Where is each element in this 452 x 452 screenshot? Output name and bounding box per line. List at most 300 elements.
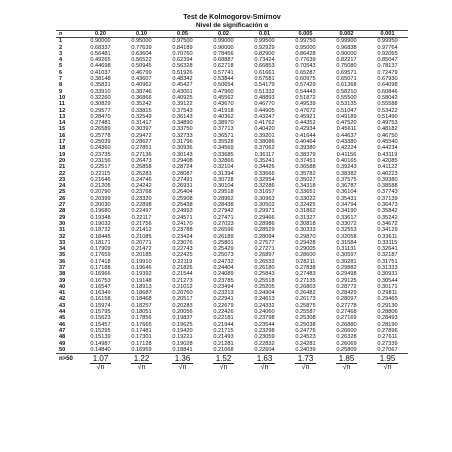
critical-value-cell: 0.43670 <box>213 101 234 108</box>
critical-value-cell: 0.42934 <box>295 126 316 133</box>
asymptotic-row <box>56 355 408 374</box>
critical-value-cell: 0.99950 <box>377 38 398 45</box>
critical-value-cell: 0.27838 <box>295 264 316 271</box>
critical-value-cell: 0.53135 <box>336 101 357 108</box>
table-row <box>56 126 408 132</box>
critical-value-cell: 0.19148 <box>131 277 152 284</box>
critical-value-cell: 0.23059 <box>254 334 275 341</box>
critical-value-cell: 0.72479 <box>377 69 398 76</box>
critical-value-cell: 0.43607 <box>131 76 152 83</box>
critical-value-cell: 0.22743 <box>172 246 193 253</box>
critical-value-cell: 0.41122 <box>377 164 398 171</box>
critical-value-cell: 0.23788 <box>172 227 193 234</box>
critical-value-cell: 0.22117 <box>131 214 152 221</box>
critical-value-cell: 0.33685 <box>213 151 234 158</box>
critical-value-cell: 0.55588 <box>377 101 398 108</box>
header-alpha: 0.10 <box>121 31 162 38</box>
critical-value-cell: 0.39380 <box>295 145 316 152</box>
critical-value-cell: 0.32260 <box>90 94 111 101</box>
critical-value-cell: 0.19420 <box>172 327 193 334</box>
asymptotic-cell <box>80 355 121 374</box>
critical-value-cell: 0.28627 <box>131 139 152 146</box>
table-row <box>56 315 408 321</box>
critical-value-cell: 0.34190 <box>336 208 357 215</box>
critical-value-cell: 0.75080 <box>336 63 357 70</box>
critical-value-cell: 0.28986 <box>254 220 275 227</box>
critical-value-cell: 0.19837 <box>172 315 193 322</box>
critical-value-cell: 0.78456 <box>213 50 234 57</box>
critical-value-cell: 0.70543 <box>295 63 316 70</box>
critical-value-cell: 0.57741 <box>213 69 234 76</box>
critical-value-cell: 0.25801 <box>213 239 234 246</box>
critical-value-cell: 0.21756 <box>131 220 152 227</box>
critical-value-cell: 0.23076 <box>172 239 193 246</box>
critical-value-cell: 0.15139 <box>90 334 111 341</box>
asymptotic-cell <box>244 355 285 374</box>
row-n-cell: 42 <box>59 296 66 303</box>
row-n-cell: 10 <box>59 94 66 101</box>
critical-value-cell: 0.22604 <box>254 346 275 353</box>
asymptotic-cell <box>285 355 326 374</box>
critical-value-cell: 0.27471 <box>213 214 234 221</box>
table-row <box>56 164 408 170</box>
critical-value-cell: 0.23798 <box>254 315 275 322</box>
critical-value-cell: 0.26069 <box>336 340 357 347</box>
row-n-cell: 30 <box>59 220 66 227</box>
critical-value-cell: 0.35242 <box>131 101 152 108</box>
critical-value-cell: 0.25438 <box>172 202 193 209</box>
header-alpha: 0.05 <box>162 31 203 38</box>
critical-value-cell: 0.29466 <box>254 214 275 221</box>
critical-value-cell: 0.24332 <box>254 302 275 309</box>
critical-value-cell: 0.20185 <box>131 252 152 259</box>
critical-value-cell: 0.32549 <box>131 113 152 120</box>
critical-value-cell: 0.33910 <box>90 88 111 95</box>
critical-value-cell: 0.54443 <box>295 88 316 95</box>
row-n-cell: 40 <box>59 283 66 290</box>
critical-value-cell: 0.28087 <box>172 170 193 177</box>
critical-value-cell: 0.44637 <box>336 132 357 139</box>
critical-value-cell: 0.25809 <box>336 346 357 353</box>
critical-value-cell: 0.26880 <box>336 321 357 328</box>
critical-value-cell: 0.26600 <box>336 327 357 334</box>
critical-value-cell: 0.99500 <box>254 38 275 45</box>
critical-value-cell: 0.28211 <box>295 258 316 265</box>
critical-value-cell: 0.23494 <box>213 283 234 290</box>
critical-value-cell: 0.26173 <box>295 296 316 303</box>
critical-value-cell: 0.31796 <box>172 139 193 146</box>
critical-value-cell: 0.22517 <box>90 164 111 171</box>
critical-value-cell: 0.40420 <box>254 126 275 133</box>
critical-value-cell: 0.21715 <box>213 327 234 334</box>
critical-value-cell: 0.96838 <box>336 44 357 51</box>
critical-value-cell: 0.14840 <box>90 346 111 353</box>
row-n-cell: 41 <box>59 290 66 297</box>
critical-value-cell: 0.29130 <box>377 302 398 309</box>
critical-value-cell: 0.57429 <box>295 82 316 89</box>
critical-value-cell: 0.45611 <box>336 126 357 133</box>
row-n-cell: 13 <box>59 113 66 120</box>
critical-value-cell: 0.24089 <box>213 271 234 278</box>
critical-value-cell: 0.51490 <box>377 113 398 120</box>
critical-value-cell: 0.25908 <box>172 195 193 202</box>
critical-value-cell: 0.28470 <box>90 113 111 120</box>
critical-value-cell: 0.25429 <box>213 246 234 253</box>
critical-value-cell: 0.95000 <box>295 44 316 51</box>
critical-value-cell: 0.68337 <box>90 44 111 51</box>
critical-value-cell: 0.17481 <box>131 327 152 334</box>
critical-value-cell: 0.28097 <box>336 296 357 303</box>
critical-value-cell: 0.36117 <box>254 151 275 158</box>
row-n-cell: 38 <box>59 271 66 278</box>
table-row <box>56 334 408 340</box>
critical-value-cell: 0.37575 <box>336 176 357 183</box>
critical-value-cell: 0.20056 <box>172 309 193 316</box>
critical-value-cell: 0.19392 <box>131 271 152 278</box>
critical-value-cell: 0.29971 <box>254 208 275 215</box>
critical-value-cell: 0.24060 <box>254 309 275 316</box>
critical-value-cell: 0.67930 <box>377 76 398 83</box>
critical-value-cell: 0.19348 <box>90 214 111 221</box>
asymptotic-numerator: 1.85 <box>336 355 358 364</box>
table-row <box>56 296 408 302</box>
asymptotic-denominator: √n <box>301 364 310 372</box>
critical-value-cell: 0.36787 <box>336 183 357 190</box>
header-alpha: 0.005 <box>285 31 326 38</box>
critical-value-cell: 0.51047 <box>336 107 357 114</box>
critical-value-cell: 0.86428 <box>295 50 316 57</box>
critical-value-cell: 0.24523 <box>295 334 316 341</box>
critical-value-cell: 0.25843 <box>254 271 275 278</box>
table-subtitle: Nivel de significación α <box>195 22 269 29</box>
critical-value-cell: 0.18913 <box>131 283 152 290</box>
critical-value-cell: 0.40925 <box>172 94 193 101</box>
critical-value-cell: 0.27136 <box>131 151 152 158</box>
critical-value-cell: 0.30502 <box>254 202 275 209</box>
critical-value-cell: 0.26473 <box>131 157 152 164</box>
table-row <box>56 152 408 158</box>
critical-value-cell: 0.45921 <box>295 113 316 120</box>
critical-value-cell: 0.24904 <box>254 290 275 297</box>
header-n: n <box>56 31 80 38</box>
critical-value-cell: 0.19646 <box>131 264 152 271</box>
critical-value-cell: 0.26596 <box>213 227 234 234</box>
critical-value-cell: 0.39380 <box>377 176 398 183</box>
table-row <box>56 278 408 284</box>
table-row <box>56 252 408 258</box>
critical-value-cell: 0.24732 <box>213 258 234 265</box>
critical-value-cell: 0.15295 <box>90 327 111 334</box>
critical-value-cell: 0.25073 <box>213 252 234 259</box>
critical-value-cell: 0.24170 <box>172 220 193 227</box>
critical-value-cell: 0.23785 <box>213 277 234 284</box>
asymptotic-numerator: 1.07 <box>90 355 112 364</box>
critical-value-cell: 0.16753 <box>90 277 111 284</box>
asymptotic-numerator: 1.73 <box>295 355 317 364</box>
critical-value-cell: 0.48893 <box>254 94 275 101</box>
critical-value-cell: 0.34426 <box>254 164 275 171</box>
critical-value-cell: 0.30104 <box>213 183 234 190</box>
row-n-cell: 23 <box>59 176 66 183</box>
critical-value-cell: 0.36588 <box>295 164 316 171</box>
row-n-cell: 39 <box>59 277 66 284</box>
critical-value-cell: 0.27896 <box>377 327 398 334</box>
critical-value-cell: 0.17188 <box>90 264 111 271</box>
critical-value-cell: 0.39201 <box>254 132 275 139</box>
critical-value-cell: 0.85047 <box>377 57 398 64</box>
critical-value-cell: 0.21412 <box>131 227 152 234</box>
critical-value-cell: 0.51872 <box>295 94 316 101</box>
critical-value-cell: 0.37451 <box>295 157 316 164</box>
asymptotic-denominator: √n <box>219 364 228 372</box>
critical-value-cell: 0.99000 <box>213 38 234 45</box>
row-n-cell: 27 <box>59 202 66 209</box>
critical-value-cell: 0.22679 <box>213 302 234 309</box>
row-n-cell: 2 <box>59 44 63 51</box>
critical-value-cell: 0.34318 <box>295 183 316 190</box>
critical-value-cell: 0.34672 <box>377 220 398 227</box>
critical-value-cell: 0.66853 <box>254 63 275 70</box>
critical-value-cell: 0.38746 <box>131 88 152 95</box>
critical-value-cell: 0.20790 <box>90 189 111 196</box>
critical-value-cell: 0.38086 <box>254 139 275 146</box>
row-n-cell: 26 <box>59 195 66 202</box>
critical-value-cell: 0.18841 <box>172 346 193 353</box>
critical-value-cell: 0.20030 <box>90 202 111 209</box>
row-n-cell: 31 <box>59 227 66 234</box>
row-n-cell: 20 <box>59 157 66 164</box>
critical-value-cell: 0.49539 <box>295 101 316 108</box>
table-row <box>56 63 408 69</box>
critical-value-cell: 0.27577 <box>254 239 275 246</box>
critical-value-cell: 0.22181 <box>213 315 234 322</box>
critical-value-cell: 0.28962 <box>213 195 234 202</box>
critical-value-cell: 0.29408 <box>172 157 193 164</box>
critical-value-cell: 0.24281 <box>295 340 316 347</box>
critical-value-cell: 0.25778 <box>90 132 111 139</box>
critical-value-cell: 0.46799 <box>131 69 152 76</box>
critical-value-cell: 0.38148 <box>90 76 111 83</box>
critical-value-cell: 0.15795 <box>90 309 111 316</box>
critical-value-cell: 0.32104 <box>213 164 234 171</box>
asymptotic-fraction <box>377 355 399 372</box>
critical-value-cell: 0.28529 <box>254 227 275 234</box>
critical-value-cell: 0.39243 <box>336 164 357 171</box>
table-row <box>56 171 408 177</box>
critical-value-cell: 0.24360 <box>90 145 111 152</box>
critical-value-cell: 0.39122 <box>172 101 193 108</box>
critical-value-cell: 0.37713 <box>213 126 234 133</box>
critical-value-cell: 0.22898 <box>131 202 152 209</box>
critical-value-cell: 0.28772 <box>336 283 357 290</box>
table-row <box>56 82 408 88</box>
table-row <box>56 227 408 233</box>
critical-value-cell: 0.28094 <box>254 233 275 240</box>
critical-value-cell: 0.30171 <box>377 283 398 290</box>
critical-value-cell: 0.41644 <box>295 132 316 139</box>
asymptotic-numerator: 1.63 <box>254 355 276 364</box>
critical-value-cell: 0.27468 <box>336 309 357 316</box>
critical-value-cell: 0.29811 <box>377 290 398 297</box>
critical-value-cell: 0.32866 <box>213 157 234 164</box>
asymptotic-numerator: 1.36 <box>172 355 194 364</box>
row-n-cell: 21 <box>59 164 66 171</box>
critical-value-cell: 0.56522 <box>131 57 152 64</box>
critical-value-cell: 0.37543 <box>172 107 193 114</box>
critical-value-cell: 0.25518 <box>254 277 275 284</box>
table-row <box>56 38 408 45</box>
critical-value-cell: 0.30963 <box>254 195 275 202</box>
critical-value-cell: 0.41037 <box>90 69 111 76</box>
critical-value-cell: 0.25875 <box>295 302 316 309</box>
asymptotic-denominator: √n <box>383 364 392 372</box>
critical-value-cell: 0.29882 <box>336 264 357 271</box>
critical-value-cell: 0.36473 <box>377 202 398 209</box>
critical-value-cell: 0.30936 <box>172 145 193 152</box>
critical-value-cell: 0.31327 <box>295 214 316 221</box>
critical-value-cell: 0.17659 <box>90 252 111 259</box>
critical-value-cell: 0.19910 <box>131 258 152 265</box>
critical-value-cell: 0.40464 <box>295 139 316 146</box>
critical-value-cell: 0.27851 <box>131 145 152 152</box>
critical-value-cell: 0.37139 <box>377 195 398 202</box>
critical-value-cell: 0.36143 <box>172 113 193 120</box>
asymptotic-numerator: 1.52 <box>213 355 235 364</box>
critical-value-cell: 0.29518 <box>213 189 234 196</box>
critical-value-cell: 0.82217 <box>336 57 357 64</box>
critical-value-cell: 0.44698 <box>90 63 111 70</box>
row-n-cell: 24 <box>59 183 66 190</box>
critical-value-cell: 0.36571 <box>213 132 234 139</box>
critical-value-cell: 0.22426 <box>213 309 234 316</box>
critical-value-cell: 0.17301 <box>131 334 152 341</box>
critical-value-cell: 0.34569 <box>213 145 234 152</box>
critical-value-cell: 0.31584 <box>336 239 357 246</box>
critical-value-cell: 0.26404 <box>172 189 193 196</box>
critical-value-cell: 0.64098 <box>377 82 398 89</box>
row-n-cell: 36 <box>59 258 66 265</box>
critical-value-cell: 0.31417 <box>131 120 152 127</box>
critical-value-cell: 0.92065 <box>377 50 398 57</box>
critical-value-cell: 0.53844 <box>213 76 234 83</box>
critical-value-cell: 0.33666 <box>254 170 275 177</box>
critical-value-cell: 0.97500 <box>172 38 193 45</box>
row-n-cell: 22 <box>59 170 66 177</box>
critical-value-cell: 0.18171 <box>90 239 111 246</box>
critical-value-cell: 0.24746 <box>131 176 152 183</box>
critical-value-cell: 0.82900 <box>254 50 275 57</box>
critical-value-cell: 0.38588 <box>377 183 398 190</box>
asymptotic-denominator: √n <box>96 364 105 372</box>
critical-value-cell: 0.24039 <box>295 346 316 353</box>
critical-value-cell: 0.18445 <box>90 233 111 240</box>
critical-value-cell: 0.31862 <box>295 208 316 215</box>
critical-value-cell: 0.31394 <box>213 170 234 177</box>
critical-value-cell: 0.61368 <box>336 82 357 89</box>
critical-value-cell: 0.32641 <box>377 246 398 253</box>
critical-value-cell: 0.21646 <box>90 176 111 183</box>
critical-value-cell: 0.23424 <box>172 233 193 240</box>
critical-value-cell: 0.57581 <box>254 76 275 83</box>
critical-value-cell: 0.32187 <box>377 252 398 259</box>
critical-value-cell: 0.35241 <box>254 157 275 164</box>
critical-value-cell: 0.46750 <box>377 132 398 139</box>
critical-value-cell: 0.45562 <box>213 94 234 101</box>
critical-value-cell: 0.42224 <box>336 145 357 152</box>
critical-value-cell: 0.20760 <box>172 290 193 297</box>
critical-value-cell: 0.30931 <box>377 271 398 278</box>
critical-value-cell: 0.15623 <box>90 315 111 322</box>
critical-value-cell: 0.30397 <box>131 126 152 133</box>
critical-value-cell: 0.17665 <box>131 321 152 328</box>
critical-value-cell: 0.44352 <box>295 120 316 127</box>
row-n-cell: 33 <box>59 239 66 246</box>
critical-value-cell: 0.44905 <box>254 107 275 114</box>
critical-value-cell: 0.33022 <box>295 195 316 202</box>
critical-value-cell: 0.31333 <box>377 264 398 271</box>
critical-value-cell: 0.17909 <box>90 246 111 253</box>
critical-value-cell: 0.51926 <box>172 69 193 76</box>
row-n-cell: 16 <box>59 132 66 139</box>
critical-value-cell: 0.32733 <box>172 132 193 139</box>
row-n-cell: 37 <box>59 264 66 271</box>
critical-value-cell: 0.22497 <box>131 208 152 215</box>
critical-value-cell: 0.24613 <box>254 296 275 303</box>
critical-value-cell: 0.37743 <box>377 189 398 196</box>
table-row <box>56 101 408 107</box>
critical-value-cell: 0.23320 <box>131 195 152 202</box>
critical-value-cell: 0.65287 <box>295 69 316 76</box>
critical-value-cell: 0.29465 <box>377 296 398 303</box>
critical-value-cell: 0.33617 <box>336 214 357 221</box>
critical-value-cell: 0.21273 <box>172 277 193 284</box>
critical-value-cell: 0.65071 <box>336 76 357 83</box>
table-row <box>56 271 408 277</box>
critical-value-cell: 0.32954 <box>254 176 275 183</box>
table-row <box>56 145 408 151</box>
critical-value-cell: 0.45540 <box>377 139 398 146</box>
critical-value-cell: 0.17128 <box>131 340 152 347</box>
row-n-cell: 25 <box>59 189 66 196</box>
critical-value-cell: 0.31657 <box>254 189 275 196</box>
critical-value-cell: 0.32553 <box>336 227 357 234</box>
asymptotic-denominator: √n <box>260 364 269 372</box>
critical-value-cell: 0.51332 <box>254 88 275 95</box>
critical-value-cell: 0.41762 <box>254 120 275 127</box>
critical-value-cell: 0.16966 <box>90 271 111 278</box>
critical-value-cell: 0.77639 <box>295 57 316 64</box>
critical-value-cell: 0.29005 <box>295 246 316 253</box>
critical-value-cell: 0.19032 <box>90 220 111 227</box>
critical-value-cell: 0.21944 <box>213 321 234 328</box>
critical-values-table <box>56 30 408 354</box>
critical-value-cell: 0.43247 <box>254 113 275 120</box>
critical-value-cell: 0.16158 <box>90 296 111 303</box>
critical-value-cell: 0.61661 <box>254 69 275 76</box>
critical-value-cell: 0.27481 <box>90 120 111 127</box>
critical-value-cell: 0.21085 <box>131 233 152 240</box>
critical-value-cell: 0.23156 <box>90 157 111 164</box>
critical-value-cell: 0.20283 <box>172 302 193 309</box>
row-n-cell: 17 <box>59 139 66 146</box>
critical-value-cell: 0.18687 <box>131 290 152 297</box>
asymptotic-denominator: √n <box>137 364 146 372</box>
critical-value-cell: 0.27271 <box>254 246 275 253</box>
critical-value-cell: 0.23298 <box>254 327 275 334</box>
critical-value-cell: 0.27067 <box>377 346 398 353</box>
critical-value-cell: 0.25039 <box>90 139 111 146</box>
critical-value-cell: 0.45427 <box>172 82 193 89</box>
